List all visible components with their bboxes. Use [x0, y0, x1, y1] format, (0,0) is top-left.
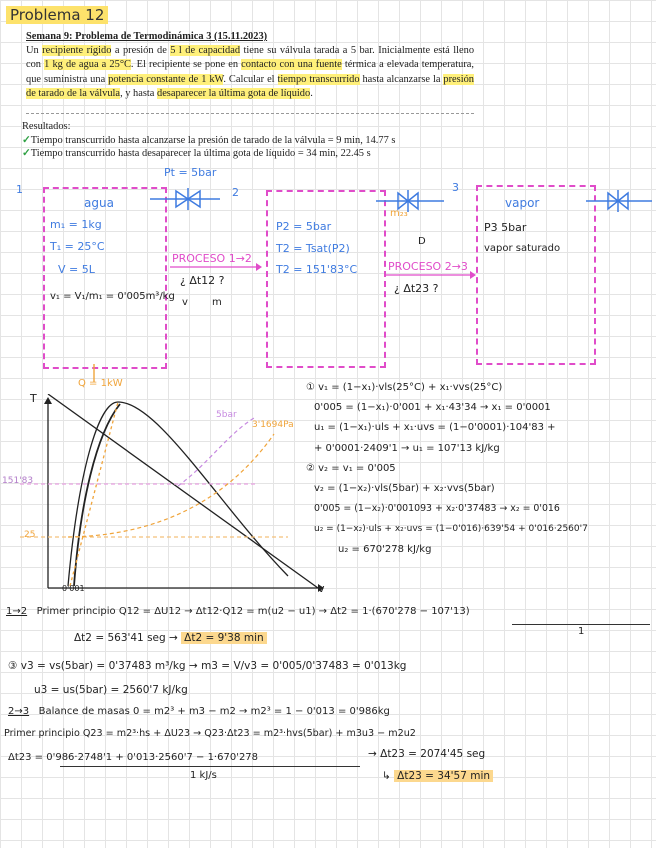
- statement-text: . Calcular el: [223, 73, 278, 85]
- statement-text: térmica a elevada temperatura, que suministra una: [26, 59, 474, 85]
- statement-text: Un: [26, 45, 43, 57]
- highlighted-text: recipiente rígido: [42, 45, 112, 57]
- t-axis-label: T: [30, 392, 37, 405]
- check-icon: ✓: [22, 148, 31, 159]
- results-block: [22, 120, 395, 161]
- state2-box: [266, 190, 386, 368]
- calc-line: u₂ = (1−x₂)·uls + x₂·uvs = (1−0'016)·639'54 + 0'016·2560'7: [314, 524, 588, 535]
- highlighted-text: potencia constante de 1 kW: [108, 73, 224, 85]
- calc-dt23-numerator: Δt23 = 0'986·2748'1 + 0'013·2560'7 − 1·670'278: [8, 752, 259, 763]
- calc-line: 0'005 = (1−x₂)·0'001093 + x₂·0'37483 → x₂ = 0'016: [314, 503, 560, 515]
- state3-state: vapor saturado: [484, 243, 561, 254]
- process-12-label: PROCESO 1→2: [172, 252, 252, 265]
- statement-text: . El recipiente se pone en: [130, 59, 242, 71]
- state2-pressure: P2 = 5bar: [276, 220, 332, 233]
- divider: [26, 113, 474, 114]
- state2-tsat: T2 = Tsat(P2): [276, 242, 350, 255]
- valve-icon: [376, 190, 444, 212]
- state1-box: [43, 187, 167, 369]
- process-23-label: PROCESO 2→3: [388, 260, 468, 273]
- p5-label: 5bar: [216, 410, 237, 420]
- problem-statement: [26, 30, 474, 101]
- calc-dt23-minutes: ↳ Δt23 = 34'57 min: [382, 770, 493, 782]
- highlighted-text: 1 kg de agua a 25°C: [44, 59, 131, 71]
- page-title: Problema 12: [6, 6, 108, 24]
- calc-first-principle-23: Primer principio Q23 = m2³·hs + ΔU23 → Q23·Δt23 = m2³·hvs(5bar) + m3u3 − m2u2: [4, 728, 416, 739]
- m23-label: m₂₃: [390, 208, 408, 219]
- calc-12-line: 1→2 Primer principio Q12 = ΔU12 → Δt12·Q12 = m(u2 − u1) → Δt2 = 1·(670'278 − 107'13): [6, 606, 470, 617]
- calc-mass-balance: 2→3 Balance de masas 0 = m2³ + m3 − m2 → m2³ = 1 − 0'013 = 0'986kg: [8, 706, 390, 717]
- highlighted-text: presión de tarado de la válvula: [26, 73, 474, 99]
- highlighted-text: contacto con una fuente: [241, 59, 342, 71]
- valve-icon: [150, 188, 220, 210]
- statement-text: a presión de: [111, 45, 171, 57]
- calc-line: u₂ = 670'278 kJ/kg: [338, 543, 432, 555]
- state1-volume: V = 5L: [58, 263, 95, 276]
- d-label: D: [418, 236, 426, 247]
- calc-line: v₂ = (1−x₂)·vls(5bar) + x₂·vvs(5bar): [314, 483, 495, 495]
- calc-12-denominator: 1: [578, 626, 585, 637]
- check-icon: ✓: [22, 134, 31, 146]
- highlighted-text: 5 l de capacidad: [170, 45, 241, 57]
- calc-12-result: Δt2 = 563'41 seg → Δt2 = 9'38 min: [74, 632, 267, 644]
- calc-state3-volume: ③ v3 = vs(5bar) = 0'37483 m³/kg → m3 = V/v3 = 0'005/0'37483 = 0'013kg: [8, 660, 407, 672]
- highlighted-text: desaparecer la última gota de líquido: [157, 87, 311, 99]
- statement-body: [26, 44, 474, 101]
- state1-specific-volume: v₁ = V₁/m₁ = 0'005m³/kg: [50, 291, 175, 302]
- highlighted-text: tiempo transcurrido: [277, 73, 360, 85]
- calc-line: + 0'0001·2409'1 → u₁ = 107'13 kJ/kg: [314, 442, 500, 454]
- heat-source-label: Q = 1kW: [78, 378, 123, 389]
- state3-box: [476, 185, 596, 365]
- state-number-1: 1: [16, 183, 23, 196]
- process-23-question: ¿ Δt23 ?: [394, 282, 439, 295]
- calc-dt23-seconds: → Δt23 = 2074'45 seg: [368, 748, 486, 760]
- v-axis-label: v: [318, 582, 325, 595]
- process-12-question: ¿ Δt12 ?: [180, 274, 225, 287]
- t151-label: 151'83: [2, 476, 34, 486]
- state3-fluid: vapor: [505, 196, 540, 210]
- state3-pressure: P3 5bar: [484, 221, 527, 234]
- calc-line: u₁ = (1−x₁)·uls + x₁·uvs = (1−0'0001)·104'83 +: [314, 422, 556, 434]
- v0-label: 0'001: [62, 584, 85, 593]
- p3-label: 3'1694Pa: [252, 420, 294, 430]
- valve-icon: [586, 190, 652, 212]
- result-highlight: Δt2 = 9'38 min: [181, 632, 267, 644]
- state-number-2: 2: [232, 186, 239, 199]
- statement-text: , y hasta: [120, 87, 157, 99]
- state1-fluid: agua: [84, 196, 114, 210]
- statement-text: .: [310, 87, 313, 99]
- fraction-bar: [512, 624, 650, 625]
- calc-state3-energy: u3 = us(5bar) = 2560'7 kJ/kg: [34, 684, 188, 696]
- arrow-icon: [170, 262, 262, 272]
- calc-line: ② v₂ = v₁ = 0'005: [306, 462, 396, 474]
- statement-heading: Semana 9: Problema de Termodinámica 3 (15.11.2023): [26, 31, 268, 42]
- result-item: ✓Tiempo transcurrido hasta alcanzarse la presión de tarado de la válvula = 9 min, 14.77 s: [22, 134, 396, 146]
- pt-label: Pt = 5bar: [164, 166, 217, 179]
- calc-right: [306, 378, 588, 560]
- state-number-3: 3: [452, 181, 459, 194]
- result-item: ✓Tiempo transcurrido hasta desaparecer la última gota de líquido = 34 min, 22.45 s: [22, 148, 371, 159]
- results-label: Resultados:: [22, 121, 71, 132]
- fraction-bar: [60, 766, 360, 767]
- calc-line: ① v₁ = (1−x₁)·vls(25°C) + x₁·vvs(25°C): [306, 382, 503, 393]
- symbol-v: v: [182, 297, 188, 308]
- statement-text: hasta alcanzarse la: [359, 73, 444, 85]
- calc-line: 0'005 = (1−x₁)·0'001 + x₁·43'34 → x₁ = 0'0001: [314, 402, 551, 414]
- symbol-m: m: [212, 297, 222, 308]
- state1-temp: T₁ = 25°C: [50, 240, 105, 253]
- calc-dt23-denominator: 1 kJ/s: [190, 770, 217, 781]
- result-highlight: Δt23 = 34'57 min: [394, 770, 493, 782]
- arrow-icon: [386, 270, 476, 280]
- statement-text: tiene su válvula tarada a 5 bar. Inicialmente está lleno con: [26, 45, 475, 71]
- t25-label: 25: [24, 530, 36, 540]
- state1-mass: m₁ = 1kg: [50, 218, 102, 231]
- state2-temp: T2 = 151'83°C: [276, 263, 358, 276]
